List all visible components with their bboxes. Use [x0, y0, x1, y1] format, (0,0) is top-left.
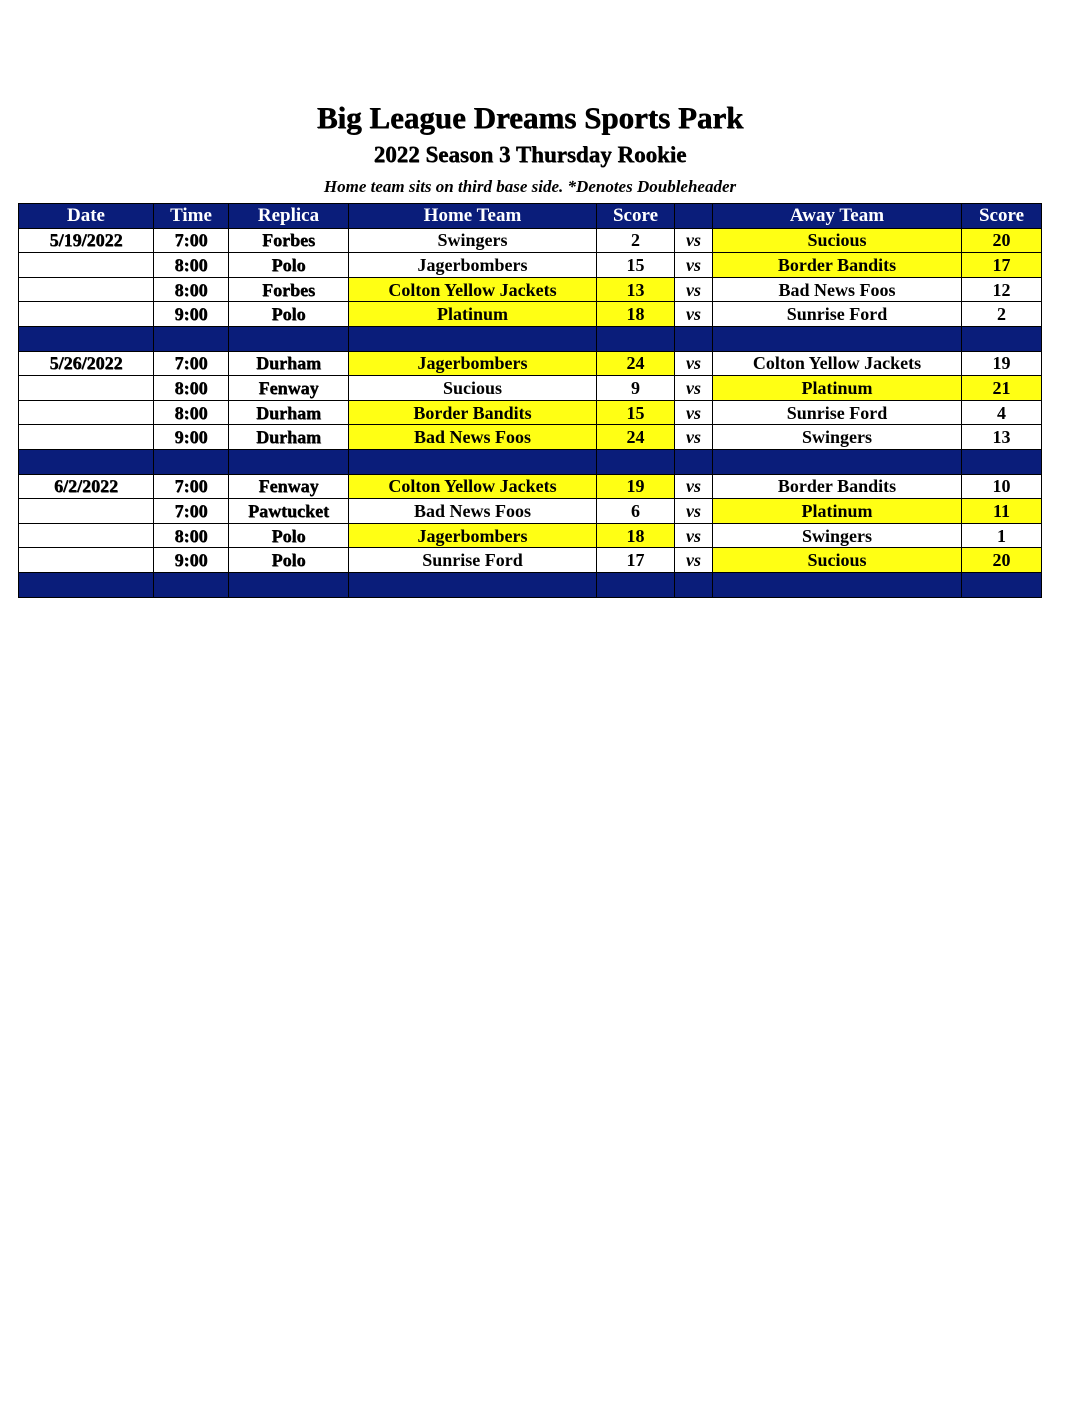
away-team: Swingers: [713, 425, 962, 450]
home-team: Border Bandits: [349, 400, 597, 425]
separator-cell: [154, 326, 229, 351]
game-date: [19, 376, 154, 401]
home-score: 19: [597, 474, 675, 499]
home-team: Colton Yellow Jackets: [349, 277, 597, 302]
game-row: [19, 253, 1042, 278]
separator-cell: [19, 449, 154, 474]
away-team: Sunrise Ford: [713, 400, 962, 425]
vs-label: vs: [675, 376, 713, 401]
game-replica-field: Durham: [229, 400, 349, 425]
column-header-time: Time: [154, 204, 229, 229]
game-time: 8:00: [154, 523, 229, 548]
away-score: 20: [962, 548, 1042, 573]
away-team: Platinum: [713, 499, 962, 524]
game-date: [19, 302, 154, 327]
page-title: Big League Dreams Sports Park: [316, 100, 744, 135]
away-score: 4: [962, 400, 1042, 425]
game-row: [19, 277, 1042, 302]
game-replica-field: Polo: [229, 302, 349, 327]
separator-cell: [713, 326, 962, 351]
column-header-home-score: Score: [597, 204, 675, 229]
away-team: Sucious: [713, 548, 962, 573]
schedule-table: [18, 203, 1042, 598]
separator-cell: [962, 572, 1042, 597]
home-team: Platinum: [349, 302, 597, 327]
column-header-replica: Replica: [229, 204, 349, 229]
home-score: 13: [597, 277, 675, 302]
separator-cell: [675, 572, 713, 597]
game-row: [19, 351, 1042, 376]
home-score: 18: [597, 523, 675, 548]
game-row: [19, 474, 1042, 499]
separator-cell: [597, 449, 675, 474]
game-row: [19, 499, 1042, 524]
game-time: 9:00: [154, 425, 229, 450]
separator-cell: [154, 449, 229, 474]
game-replica-field: Pawtucket: [229, 499, 349, 524]
separator-cell: [962, 326, 1042, 351]
away-score: 2: [962, 302, 1042, 327]
separator-cell: [19, 572, 154, 597]
game-row: [19, 548, 1042, 573]
separator-cell: [675, 449, 713, 474]
game-date: [19, 523, 154, 548]
vs-label: vs: [675, 277, 713, 302]
separator-cell: [229, 449, 349, 474]
away-team: Sucious: [713, 228, 962, 253]
game-time: 7:00: [154, 499, 229, 524]
separator-cell: [597, 572, 675, 597]
home-score: 2: [597, 228, 675, 253]
game-replica-field: Fenway: [229, 376, 349, 401]
vs-label: vs: [675, 228, 713, 253]
vs-label: vs: [675, 302, 713, 327]
game-date: 5/26/2022: [19, 351, 154, 376]
schedule-note: Home team sits on third base side. *Denotes Doubleheader: [323, 177, 737, 196]
separator-cell: [19, 326, 154, 351]
away-team: Colton Yellow Jackets: [713, 351, 962, 376]
game-time: 7:00: [154, 228, 229, 253]
schedule-subtitle: 2022 Season 3 Thursday Rookie: [373, 142, 687, 167]
game-time: 8:00: [154, 400, 229, 425]
game-replica-field: Polo: [229, 523, 349, 548]
game-date: [19, 425, 154, 450]
home-team: Jagerbombers: [349, 523, 597, 548]
column-header-home-team: Home Team: [349, 204, 597, 229]
column-header-away-score: Score: [962, 204, 1042, 229]
game-replica-field: Fenway: [229, 474, 349, 499]
away-score: 19: [962, 351, 1042, 376]
week-separator-row: [19, 572, 1042, 597]
separator-cell: [349, 572, 597, 597]
column-header-vs: [675, 204, 713, 229]
vs-label: vs: [675, 499, 713, 524]
away-team: Swingers: [713, 523, 962, 548]
vs-label: vs: [675, 351, 713, 376]
away-score: 13: [962, 425, 1042, 450]
separator-cell: [229, 326, 349, 351]
home-team: Sunrise Ford: [349, 548, 597, 573]
home-team: Jagerbombers: [349, 351, 597, 376]
away-team: Bad News Foos: [713, 277, 962, 302]
game-date: [19, 548, 154, 573]
home-team: Jagerbombers: [349, 253, 597, 278]
game-row: [19, 425, 1042, 450]
game-row: [19, 376, 1042, 401]
home-score: 17: [597, 548, 675, 573]
schedule-body: [19, 228, 1042, 597]
home-team: Bad News Foos: [349, 499, 597, 524]
home-score: 9: [597, 376, 675, 401]
game-replica-field: Durham: [229, 425, 349, 450]
home-score: 6: [597, 499, 675, 524]
game-row: [19, 523, 1042, 548]
game-replica-field: Forbes: [229, 228, 349, 253]
game-replica-field: Polo: [229, 548, 349, 573]
game-replica-field: Forbes: [229, 277, 349, 302]
game-date: [19, 253, 154, 278]
vs-label: vs: [675, 548, 713, 573]
home-score: 18: [597, 302, 675, 327]
vs-label: vs: [675, 400, 713, 425]
vs-label: vs: [675, 523, 713, 548]
away-score: 20: [962, 228, 1042, 253]
game-row: [19, 228, 1042, 253]
game-time: 7:00: [154, 474, 229, 499]
separator-cell: [229, 572, 349, 597]
vs-label: vs: [675, 253, 713, 278]
away-score: 21: [962, 376, 1042, 401]
separator-cell: [597, 326, 675, 351]
away-team: Border Bandits: [713, 474, 962, 499]
column-header-date: Date: [19, 204, 154, 229]
separator-cell: [713, 572, 962, 597]
game-date: [19, 400, 154, 425]
separator-cell: [962, 449, 1042, 474]
home-score: 24: [597, 351, 675, 376]
home-score: 15: [597, 253, 675, 278]
home-team: Bad News Foos: [349, 425, 597, 450]
game-time: 7:00: [154, 351, 229, 376]
separator-cell: [349, 326, 597, 351]
away-score: 12: [962, 277, 1042, 302]
game-row: [19, 302, 1042, 327]
separator-cell: [675, 326, 713, 351]
game-replica-field: Polo: [229, 253, 349, 278]
away-score: 17: [962, 253, 1042, 278]
away-team: Border Bandits: [713, 253, 962, 278]
game-time: 9:00: [154, 302, 229, 327]
game-date: [19, 499, 154, 524]
separator-cell: [154, 572, 229, 597]
table-header-row: [19, 204, 1042, 229]
home-team: Colton Yellow Jackets: [349, 474, 597, 499]
game-date: 6/2/2022: [19, 474, 154, 499]
home-team: Sucious: [349, 376, 597, 401]
game-row: [19, 400, 1042, 425]
home-score: 24: [597, 425, 675, 450]
away-team: Sunrise Ford: [713, 302, 962, 327]
game-date: 5/19/2022: [19, 228, 154, 253]
game-time: 9:00: [154, 548, 229, 573]
away-team: Platinum: [713, 376, 962, 401]
separator-cell: [713, 449, 962, 474]
column-header-away-team: Away Team: [713, 204, 962, 229]
home-team: Swingers: [349, 228, 597, 253]
vs-label: vs: [675, 425, 713, 450]
game-replica-field: Durham: [229, 351, 349, 376]
away-score: 10: [962, 474, 1042, 499]
game-date: [19, 277, 154, 302]
separator-cell: [349, 449, 597, 474]
game-time: 8:00: [154, 277, 229, 302]
week-separator-row: [19, 326, 1042, 351]
away-score: 1: [962, 523, 1042, 548]
away-score: 11: [962, 499, 1042, 524]
week-separator-row: [19, 449, 1042, 474]
game-time: 8:00: [154, 376, 229, 401]
home-score: 15: [597, 400, 675, 425]
game-time: 8:00: [154, 253, 229, 278]
vs-label: vs: [675, 474, 713, 499]
